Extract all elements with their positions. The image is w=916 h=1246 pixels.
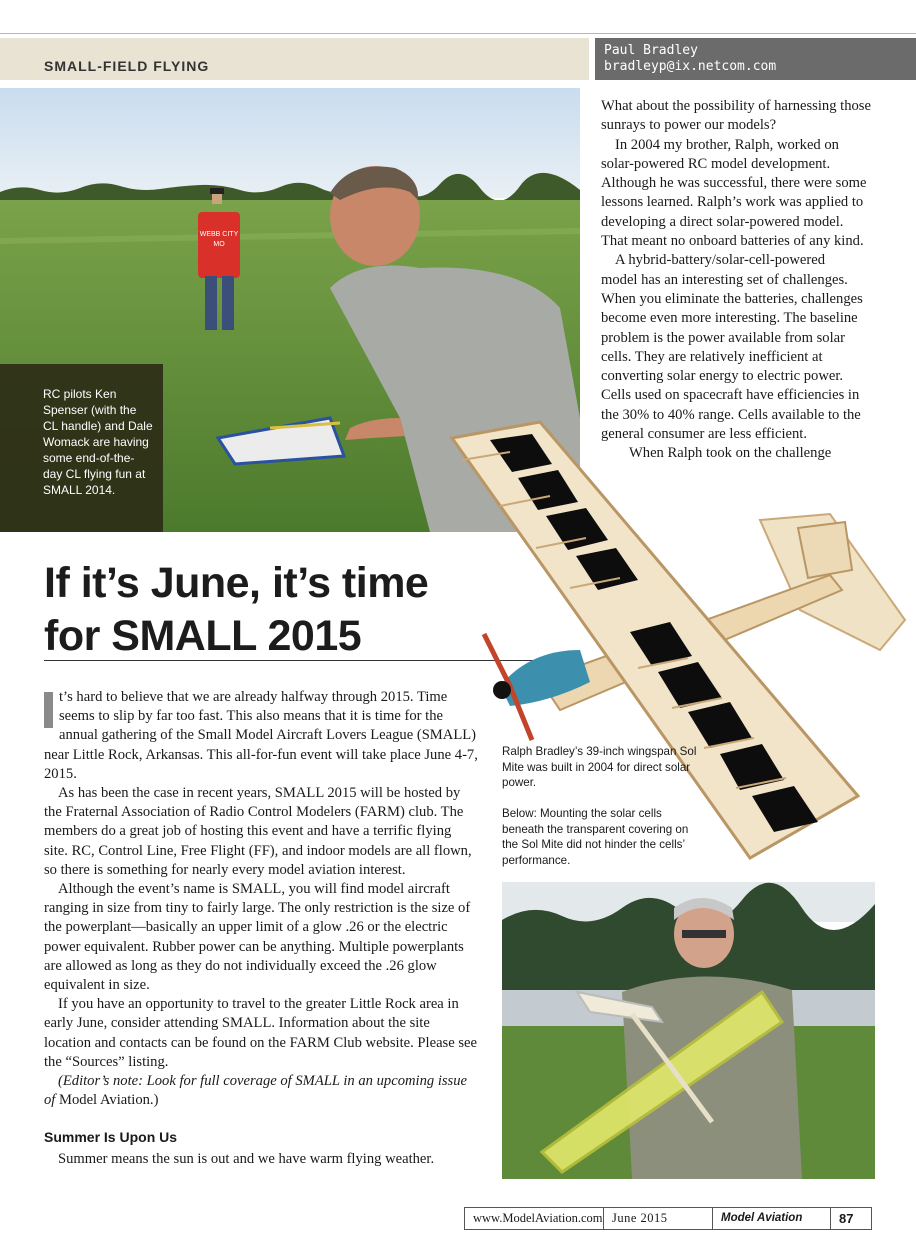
page-footer bbox=[464, 1207, 872, 1230]
subhead-summer: Summer Is Upon Us bbox=[44, 1129, 178, 1146]
photo1-caption: RC pilots Ken Spenser (with the CL handle) and Dale Womack are having some end-of-the-day CL flying fun at SMALL 2014. bbox=[0, 364, 163, 532]
plane-caption: Ralph Bradley’s 39-inch wingspan Sol Mite was built in 2004 for direct solar power. bbox=[502, 745, 697, 790]
article-body bbox=[44, 688, 478, 1169]
article-p3: Although the event’s name is SMALL, you will find model aircraft ranging in size from tiny to fairly large. The only restriction is the size of the powerplant—basically an upper limit of a glow .26 or the electric power equivalent. Rubber power can be anything. Multiple powerplants are allowed as long as they do not individually exceed the .26 glow equivalent in size. bbox=[44, 881, 471, 994]
footer-page-number: 87 bbox=[839, 1211, 854, 1226]
headline-line-1: If it’s June, it’s time bbox=[44, 559, 429, 607]
top-rule bbox=[0, 33, 916, 34]
right-p2: In 2004 my brother, Ralph, worked on solar-powered RC model development. Although he was successful, there were some lessons learned. Ralph’s work was applied to developing a direct solar-powered model. That meant no onboard batteries of any kind. bbox=[601, 136, 867, 250]
right-column bbox=[601, 97, 871, 464]
photo-man-with-plane bbox=[502, 882, 875, 1179]
footer-url[interactable]: www.ModelAviation.com bbox=[465, 1208, 604, 1229]
photo-man-with-plane-image bbox=[502, 882, 875, 1179]
right-p1: What about the possibility of harnessing those sunrays to power our models? bbox=[601, 98, 871, 134]
article-p4: If you have an opportunity to travel to the greater Little Rock area in early June, consider attending SMALL. Information about the site location and contacts can be found on the FARM Club website. Please see the “Sources” listing. bbox=[44, 996, 477, 1070]
below-caption: Below: Mounting the solar cells beneath the transparent covering on the Sol Mite did not hinder the cells’ performance. bbox=[502, 807, 689, 867]
author-email[interactable]: bradleyp@ix.netcom.com bbox=[604, 59, 777, 74]
editors-note-mag: Model Aviation.) bbox=[59, 1092, 159, 1109]
shirt-text-1: WEBB CITY bbox=[199, 231, 239, 238]
footer-magazine: Model Aviation bbox=[713, 1208, 831, 1229]
footer-date: June 2015 bbox=[604, 1208, 713, 1229]
right-p4: When Ralph took on the challenge bbox=[629, 445, 832, 462]
article-p1-text: t’s hard to believe that we are already halfway through 2015. Time seems to slip by far too fast. This also means that it is time for the annual gathering of the Small Model Aircraft Lovers League (SMALL) near Little Rock, Arkansas. This all-for-fun event will take place June 4-7, 2015. bbox=[44, 689, 478, 782]
editors-note bbox=[44, 1072, 478, 1110]
editors-note-text: (Editor’s note: Look for full coverage of SMALL in an upcoming issue of bbox=[44, 1073, 468, 1109]
right-p3: A hybrid-battery/solar-cell-powered model has an interesting set of challenges. When you eliminate the batteries, challenges become even more interesting. The baseline problem is the power available from solar cells. They are relatively inefficient at converting solar energy to electric power. Cells used on spacecraft have efficiencies in the 30% to 40% range. Cells available to the general consumer are less efficient. bbox=[601, 252, 863, 443]
shirt-text-2: MO bbox=[213, 241, 225, 248]
article-p1 bbox=[44, 688, 478, 784]
section-label: SMALL-FIELD FLYING bbox=[44, 58, 210, 74]
author-name: Paul Bradley bbox=[604, 43, 698, 58]
article-p2: As has been the case in recent years, SMALL 2015 will be hosted by the Fraternal Association of Radio Control Modelers (FARM) club. The members do a great job of hosting this event and have a terrific flying site. RC, Control Line, Free Flight (FF), and indoor models are all flown, so there is something for nearly every model aviation interest. bbox=[44, 785, 472, 878]
headline-line-2: for SMALL 2015 bbox=[44, 612, 362, 660]
author-band bbox=[595, 38, 916, 80]
article-p5: Summer means the sun is out and we have warm flying weather. bbox=[58, 1150, 435, 1167]
sol-mite-plane-image bbox=[440, 410, 916, 870]
drop-cap bbox=[44, 692, 53, 728]
